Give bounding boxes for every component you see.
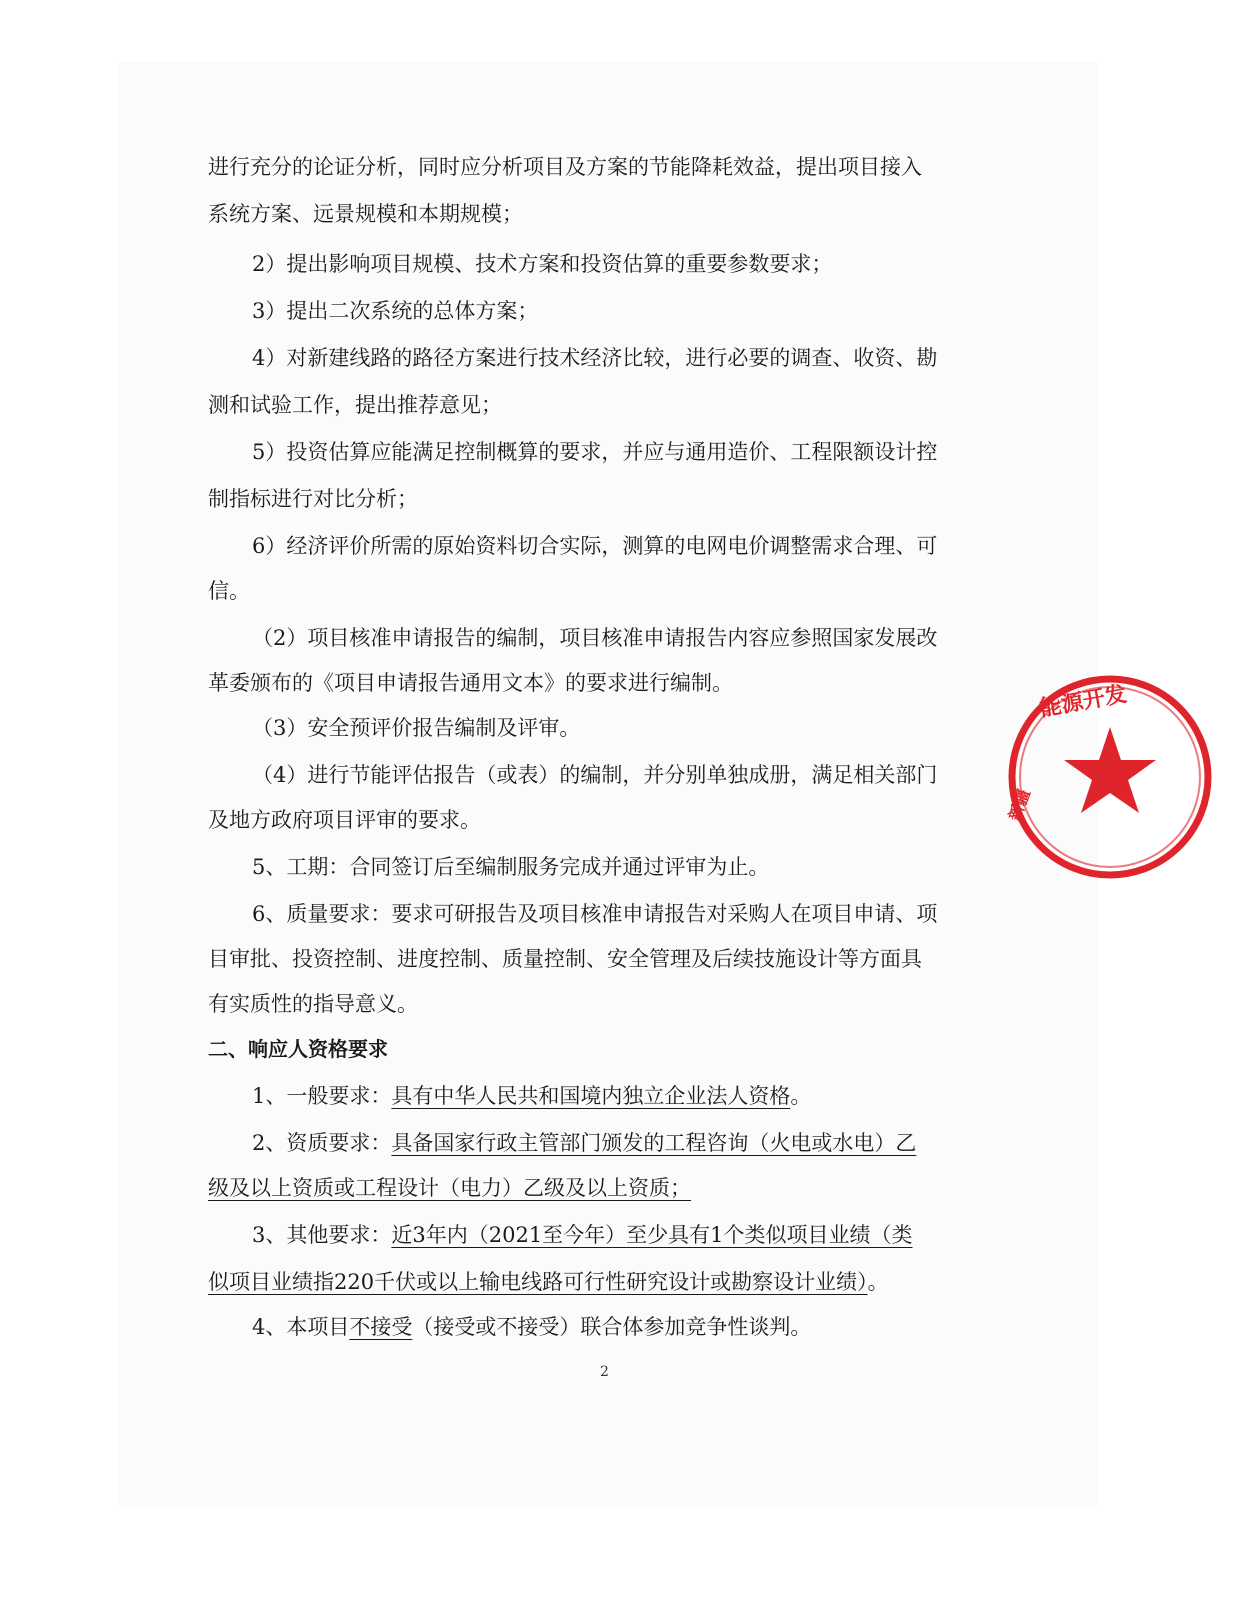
- req-label: 3、其他要求：: [252, 1223, 392, 1247]
- req-end: （接受或不接受）联合体参加竞争性谈判。: [412, 1315, 812, 1339]
- requirement-general: [252, 1082, 811, 1110]
- req-value: 级及以上资质或工程设计（电力）乙级及以上资质；: [208, 1176, 691, 1200]
- list-item-6-cont: 信。: [208, 579, 250, 603]
- body-line-2: 系统方案、远景规模和本期规模；: [208, 202, 523, 226]
- page-number: 2: [600, 1364, 609, 1380]
- section-heading: 二、响应人资格要求: [208, 1037, 388, 1061]
- svg-text:新疆: 新疆: [1005, 786, 1034, 824]
- list-item-2: 2）提出影响项目规模、技术方案和投资估算的重要参数要求；: [252, 252, 833, 276]
- body-line-1: 进行充分的论证分析，同时应分析项目及方案的节能降耗效益，提出项目接入: [208, 155, 922, 179]
- schedule-para: 5、工期：合同签订后至编制服务完成并通过评审为止。: [252, 855, 770, 879]
- requirement-consortium: [252, 1313, 811, 1341]
- req-value: 不接受: [349, 1315, 413, 1339]
- list-item-5: 5）投资估算应能满足控制概算的要求，并应与通用造价、工程限额设计控: [252, 440, 938, 464]
- list-item-6: 6）经济评价所需的原始资料切合实际，测算的电网电价调整需求合理、可: [252, 534, 938, 558]
- req-value: 近3年内（2021至今年）至少具有1个类似项目业绩（类: [391, 1223, 913, 1247]
- quality-para-cont2: 有实质性的指导意义。: [208, 992, 418, 1016]
- req-value: 具备国家行政主管部门颁发的工程咨询（火电或水电）乙: [391, 1131, 917, 1155]
- section-4-para: （4）进行节能评估报告（或表）的编制，并分别单独成册，满足相关部门: [252, 763, 938, 787]
- svg-text:能源开发: 能源开发: [1037, 681, 1129, 722]
- section-2-para-cont: 革委颁布的《项目申请报告通用文本》的要求进行编制。: [208, 671, 733, 695]
- seal-star-icon: [1064, 727, 1156, 813]
- list-item-5-cont: 制指标进行对比分析；: [208, 487, 418, 511]
- section-4-para-cont: 及地方政府项目评审的要求。: [208, 808, 481, 832]
- company-seal-stamp: [1005, 672, 1215, 882]
- requirement-qualification: [252, 1129, 916, 1157]
- req-label: 2、资质要求：: [252, 1131, 392, 1155]
- list-item-3: 3）提出二次系统的总体方案；: [252, 299, 539, 323]
- requirement-qualification-cont: [208, 1174, 691, 1202]
- section-2-para: （2）项目核准申请报告的编制，项目核准申请报告内容应参照国家发展改: [252, 626, 938, 650]
- requirement-other: [252, 1221, 913, 1249]
- req-end: 。: [867, 1270, 889, 1294]
- quality-para: 6、质量要求：要求可研报告及项目核准申请报告对采购人在项目申请、项: [252, 902, 938, 926]
- req-label: 4、本项目: [252, 1315, 350, 1339]
- list-item-4-cont: 测和试验工作，提出推荐意见；: [208, 393, 502, 417]
- requirement-other-cont: [208, 1268, 889, 1296]
- req-value: 具有中华人民共和国境内独立企业法人资格: [391, 1084, 791, 1108]
- req-end: 。: [790, 1084, 812, 1108]
- section-3-para: （3）安全预评价报告编制及评审。: [252, 716, 581, 740]
- quality-para-cont1: 目审批、投资控制、进度控制、质量控制、安全管理及后续技施设计等方面具: [208, 947, 922, 971]
- req-value: 似项目业绩指220千伏或以上输电线路可行性研究设计或勘察设计业绩）: [208, 1270, 868, 1294]
- list-item-4: 4）对新建线路的路径方案进行技术经济比较，进行必要的调查、收资、勘: [252, 346, 938, 370]
- req-label: 1、一般要求：: [252, 1084, 392, 1108]
